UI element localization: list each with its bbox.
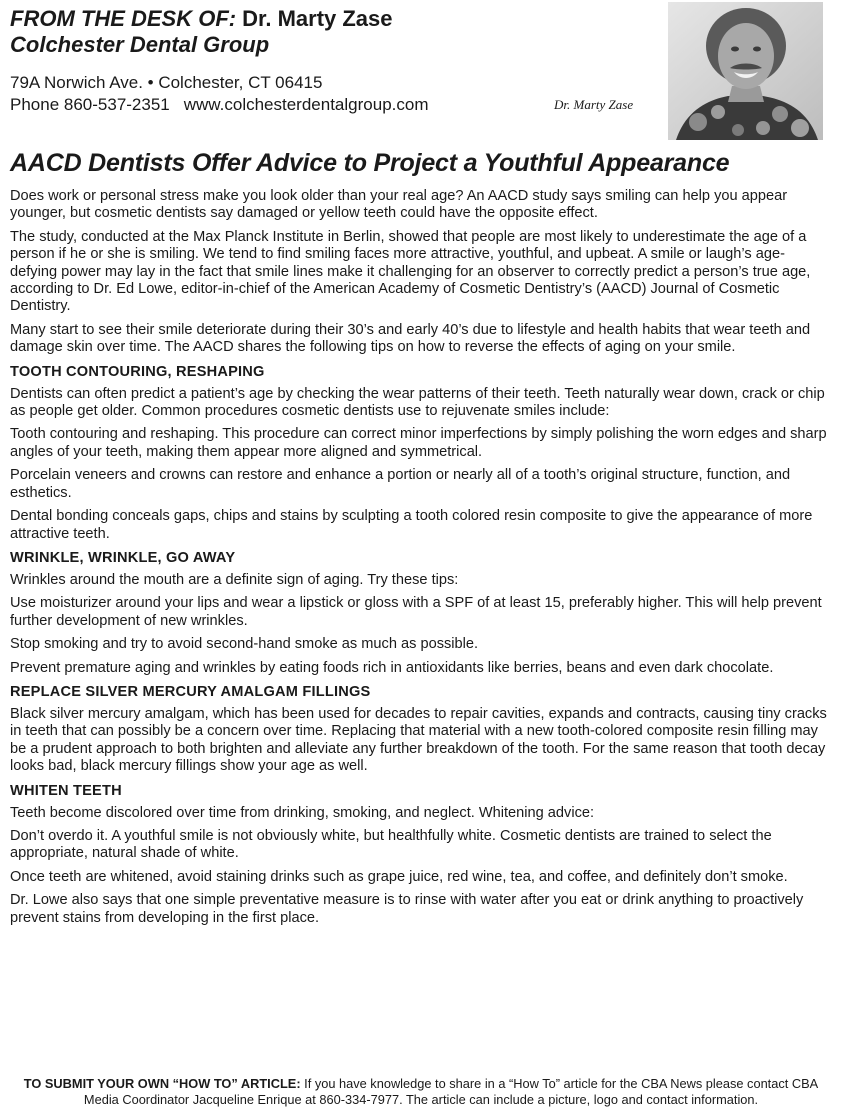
intro-paragraph: The study, conducted at the Max Planck Institute in Berlin, showed that people are most likely to underestimate the age of a person if he or she is smiling. We tend to find smiling faces more attractive, youthful, and upbeat. A smile or laugh’s age-defying power may lay in the fact that smile lines make it challenging for an observer to correctly predict a person’s true age, according to Dr. Ed Lowe, editor-in-chief of the American Academy of Cosmetic Dentistry’s (AACD) Journal of Cosmetic Dentistry. [10,228,811,315]
section-paragraph: Don’t overdo it. A youthful smile is not obviously white, but healthfully white. Cosmetic dentists are trained to select the appropriate, natural shade of white. [10,827,772,862]
section-paragraph: Black silver mercury amalgam, which has been used for decades to repair cavities, expands and contracts, causing tiny cracks in teeth that can possibly be a concern over time. Replacing that material with a new tooth-colored composite resin filling may be a prudent approach to both brighten and alleviate any further breakdown of the tooth. For the same reason that tooth decay looks bad, black mercury fillings show your age as well. [10,705,827,775]
photo-caption: Dr. Marty Zase [554,97,634,112]
practice-name: Colchester Dental Group [10,32,270,57]
section-paragraph: Wrinkles around the mouth are a definite sign of aging. Try these tips: [10,571,459,588]
section-paragraph: Dr. Lowe also says that one simple preventative measure is to rinse with water after you eat or drink anything to proactively prevent stains from developing in the first place. [10,892,804,926]
website-link[interactable]: www.colchesterdentalgroup.com [183,95,429,114]
intro-paragraph: Many start to see their smile deteriorate during their 30’s and early 40’s due to lifestyle and health habits that wear teeth and damage skin over time. The AACD shares the following tips on how to reverse the effects of aging on your smile. [10,321,811,356]
section-heading: WRINKLE, WRINKLE, GO AWAY [10,549,236,566]
section-paragraph: Tooth contouring and reshaping. This procedure can correct minor imperfections by simply polishing the worn edges and sharp angles of your teeth, making them appear more aligned and symmetrical. [10,426,827,460]
section-paragraph: Porcelain veneers and crowns can restore and enhance a portion or nearly all of a tooth’s original structure, function, and esthetics. [10,467,791,501]
section-paragraph: Use moisturizer around your lips and wear a lipstick or gloss with a SPF of at least 15, preferably higher. This will help prevent further development of new wrinkles. [10,595,822,629]
submission-note [10,1076,832,1108]
submission-note-text: If you have knowledge to share in a “How To” article for the CBA News please contact CBA Media Coordinator Jacqueline Enrique at 860-334-7977. The article can include a picture, logo and contact information. [83,1076,819,1107]
letterhead [10,6,670,146]
section-paragraph: Dental bonding conceals gaps, chips and stains by sculpting a tooth colored resin composite to give the appearance of more attractive teeth. [10,508,813,542]
section-paragraph: Stop smoking and try to avoid second-hand smoke as much as possible. [10,636,479,653]
section-paragraph: Prevent premature aging and wrinkles by eating foods rich in antioxidants like berries, beans and even dark chocolate. [10,659,774,676]
desk-label: FROM THE DESK OF: [10,6,237,31]
phone-number: Phone 860-537-2351 [10,95,170,114]
article-body [10,188,832,933]
section-heading: REPLACE SILVER MERCURY AMALGAM FILLINGS [10,683,371,700]
submission-note-lead: TO SUBMIT YOUR OWN “HOW TO” ARTICLE: [23,1076,301,1091]
practice-address: 79A Norwich Ave. • Colchester, CT 06415 [10,73,323,92]
desk-name: Dr. Marty Zase [242,6,393,31]
dentist-photo [668,2,823,140]
desk-line [10,6,670,32]
section-paragraph: Dentists can often predict a patient’s age by checking the wear patterns of their teeth. Teeth naturally wear down, crack or chip as people get older. Common procedures cosmetic dentists use to rejuvenate smiles include: [10,385,825,420]
section-paragraph: Teeth become discolored over time from drinking, smoking, and neglect. Whitening advice: [10,804,595,821]
section-paragraph: Once teeth are whitened, avoid staining drinks such as grape juice, red wine, tea, and coffee, and definitely don’t smoke. [10,868,788,885]
article-title: AACD Dentists Offer Advice to Project a Youthful Appearance [10,149,730,177]
section-heading: TOOTH CONTOURING, RESHAPING [10,363,265,380]
intro-paragraph: Does work or personal stress make you look older than your real age? An AACD study says smiling can help you appear younger, but cosmetic dentists say damaged or yellow teeth could have the opposite effect. [10,188,788,222]
portrait-illustration [668,2,823,140]
section-heading: WHITEN TEETH [10,782,122,799]
